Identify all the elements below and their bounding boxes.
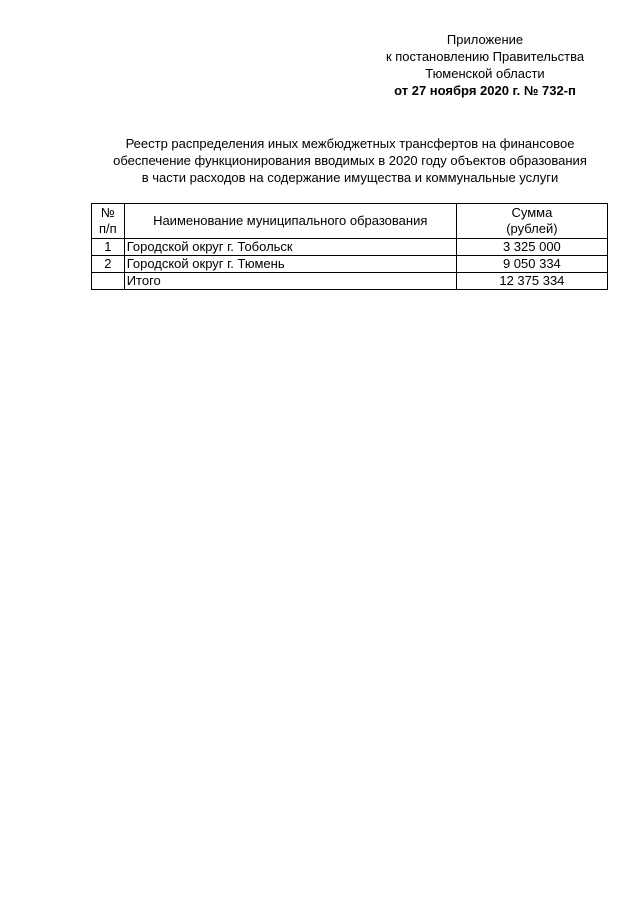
total-sum: 12 375 334 <box>456 273 607 290</box>
row-sum: 9 050 334 <box>456 256 607 273</box>
title-line: Реестр распределения иных межбюджетных трансфертов на финансовое <box>125 136 575 151</box>
registry-table <box>91 203 608 290</box>
appendix-resolution-date: от 27 ноября 2020 г. № 732-п <box>394 83 576 98</box>
appendix-line: Приложение <box>446 32 524 47</box>
header-number <box>92 204 125 239</box>
total-number <box>92 273 125 290</box>
row-sum: 3 325 000 <box>456 239 607 256</box>
appendix-line: Тюменской области <box>425 66 545 81</box>
header-sum-line: Сумма <box>511 205 553 220</box>
appendix-line: к постановлению Правительства <box>385 49 585 64</box>
row-number: 2 <box>92 256 125 273</box>
table-header-row <box>92 204 608 239</box>
header-number-line: № <box>100 205 115 220</box>
table-row <box>92 239 608 256</box>
title-line: обеспечение функционирования вводимых в 2020 году объектов образования <box>113 153 587 168</box>
table-row <box>92 256 608 273</box>
total-label: Итого <box>124 273 456 290</box>
header-name: Наименование муниципального образования <box>124 204 456 239</box>
header-sum-line: (рублей) <box>506 221 558 236</box>
row-name: Городской округ г. Тобольск <box>124 239 456 256</box>
document-title <box>84 135 616 186</box>
header-number-line: п/п <box>98 221 117 236</box>
header-sum <box>456 204 607 239</box>
appendix-block <box>360 31 610 99</box>
row-name: Городской округ г. Тюмень <box>124 256 456 273</box>
title-line: в части расходов на содержание имущества и коммунальные услуги <box>141 170 559 185</box>
row-number: 1 <box>92 239 125 256</box>
table-total-row <box>92 273 608 290</box>
